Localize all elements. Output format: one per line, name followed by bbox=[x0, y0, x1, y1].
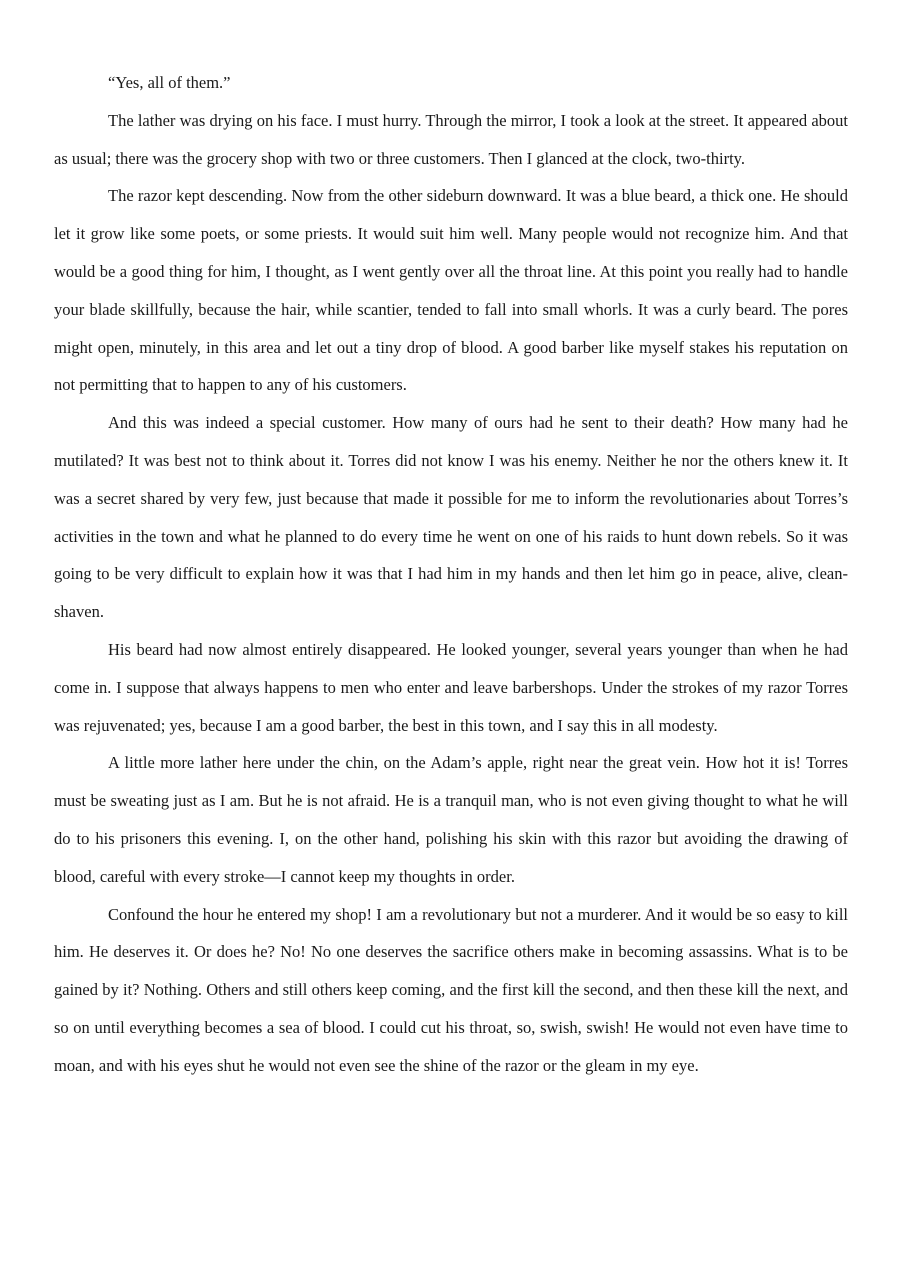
paragraph-3: The razor kept descending. Now from the other sideburn downward. It was a blue beard, a thick one. He should let it grow like some poets, or some priests. It would suit him well. Many people would not recognize him. And that would be a good thing for him, I thought, as I went gently over all the throat line. At this point you really had to handle your blade skillfully, because the hair, while scantier, tended to fall into small whorls. It was a curly beard. The pores might open, minutely, in this area and let out a tiny drop of blood. A good barber like myself stakes his reputation on not permitting that to happen to any of his customers. bbox=[54, 186, 848, 395]
paragraph-7: Confound the hour he entered my shop! I am a revolutionary but not a murderer. And it would be so easy to kill him. He deserves it. Or does he? No! No one deserves the sacrifice others make in becoming assassins. What is to be gained by it? Nothing. Others and still others keep coming, and the first kill the second, and then these kill the next, and so on until everything becomes a sea of blood. I could cut his throat, so, swish, swish! He would not even have time to moan, and with his eyes shut he would not even see the shine of the razor or the gleam in my eye. bbox=[54, 904, 848, 1075]
paragraph-1: “Yes, all of them.” bbox=[108, 73, 231, 92]
paragraph-5: His beard had now almost entirely disappeared. He looked younger, several years younger than when he had come in. I suppose that always happens to men who enter and leave barbershops. Under the strokes of my razor Torres was rejuvenated; yes, because I am a good barber, the best in this town, and I say this in all modesty. bbox=[54, 639, 848, 735]
document-page bbox=[54, 64, 848, 1085]
paragraph-4: And this was indeed a special customer. How many of ours had he sent to their death? How many had he mutilated? It was best not to think about it. Torres did not know I was his enemy. Neither he nor the others knew it. It was a secret shared by very few, just because that made it possible for me to inform the revolutionaries about Torres’s activities in the town and what he planned to do every time he went on one of his raids to hunt down rebels. So it was going to be very difficult to explain how it was that I had him in my hands and then let him go in peace, alive, clean-shaven. bbox=[54, 413, 848, 622]
paragraph-6: A little more lather here under the chin, on the Adam’s apple, right near the great vein. How hot it is! Torres must be sweating just as I am. But he is not afraid. He is a tranquil man, who is not even giving thought to what he will do to his prisoners this evening. I, on the other hand, polishing his skin with this razor but avoiding the drawing of blood, careful with every stroke—I cannot keep my thoughts in order. bbox=[54, 753, 848, 886]
paragraph-2: The lather was drying on his face. I must hurry. Through the mirror, I took a look at the street. It appeared about as usual; there was the grocery shop with two or three customers. Then I glanced at the clock, two-thirty. bbox=[54, 110, 848, 168]
